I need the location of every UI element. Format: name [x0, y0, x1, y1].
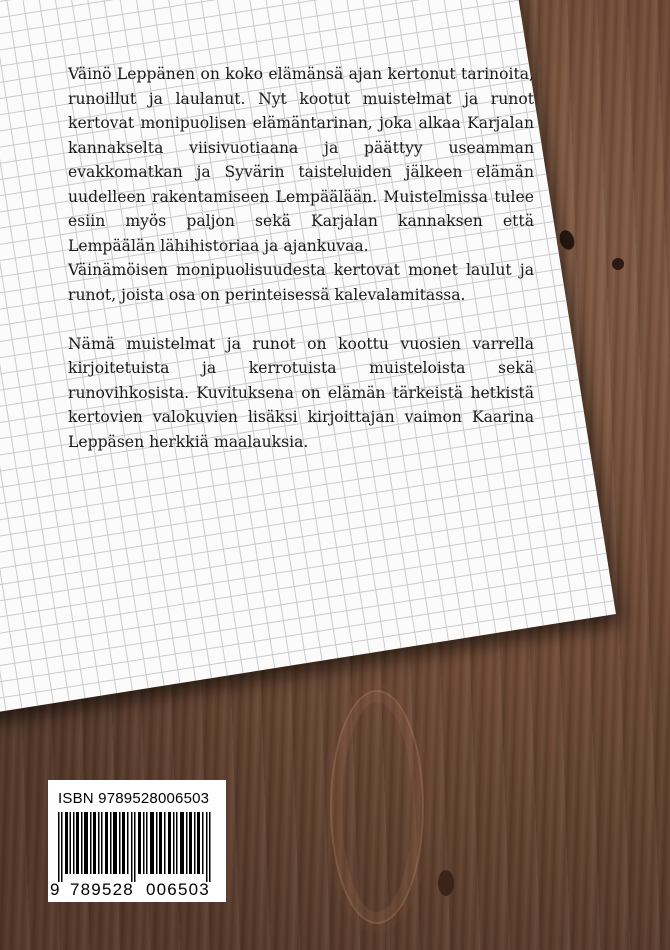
wood-knot-hole — [438, 870, 454, 896]
paragraph-spacer — [68, 307, 534, 332]
isbn-barcode — [48, 780, 226, 902]
barcode-bars-icon — [58, 812, 216, 882]
isbn-label: ISBN 9789528006503 — [58, 790, 210, 807]
barcode-digits-left: 789528 — [70, 880, 134, 899]
wood-knot-hole — [612, 258, 624, 270]
description-paragraph-3: Nämä muistelmat ja runot on koottu vuosien varrella kirjoitetuista ja kerrotuista muisteloista sekä runovihkosista. Kuvituksena on elämän tärkeistä hetkistä kertovien valokuvien lisäksi kirjoittajan vaimon Kaarina Leppäsen herkkiä maalauksia. — [68, 334, 534, 451]
description-paragraph-1: Väinö Leppänen on koko elämänsä ajan kertonut tarinoita, runoillut ja laulanut. Nyt kootut muistelmat ja runot kertovat monipuolisen elämäntarinan, joka alkaa Karjalan kannakselta viisivuotiaana ja päättyy useamman evakkomatkan ja Syvärin taisteluiden jälkeen elämän uudelleen rakentamiseen Lempäälään. Muistelmissa tulee esiin myös paljon sekä Karjalan kannaksen että Lempäälän lähihistoriaa ja ajankuvaa. — [68, 65, 534, 255]
description-paragraph-2: Väinämöisen monipuolisuudesta kertovat monet laulut ja runot, joista osa on perinteisessä kalevalamitassa. — [68, 261, 534, 304]
barcode-digit-first: 9 — [50, 880, 60, 899]
back-cover-text — [68, 62, 534, 454]
barcode-digits-right: 006503 — [146, 880, 210, 899]
wood-grain-knot — [330, 690, 424, 924]
